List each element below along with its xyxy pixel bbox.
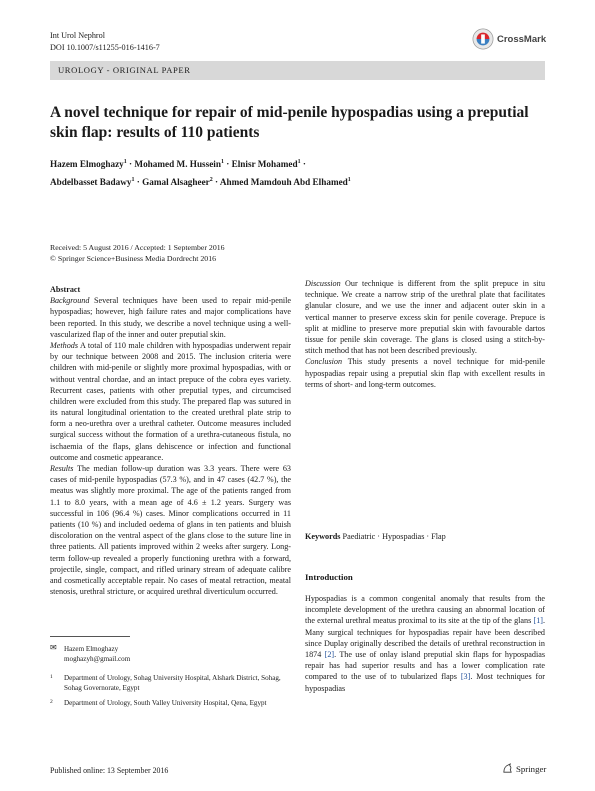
keywords <box>305 532 446 541</box>
citation-link[interactable]: [1] <box>533 616 543 626</box>
introduction-text: Hypospadias is a common congenital anomaly that results from the incomplete development of the urethra causing an abnormal location of the external urethral meatus proximal to its site at the tip of the glans [1]. Many surgical techniques for hypospadias repair have been described since Duplay originally described the details of urethral reconstruction in 1874 [2]. The use of onlay island preputial skin flaps for hypospadias repair has had superior results and has a lower complication rate compared to the use of to tubularized flaps [3]. Most techniques for hypospadias <box>305 594 546 693</box>
crossmark-badge[interactable] <box>472 25 552 53</box>
author[interactable]: Ahmed Mamdouh Abd Elhamed <box>219 176 348 187</box>
publisher-name: Springer <box>516 763 547 774</box>
introduction-heading: Introduction <box>305 572 353 582</box>
author[interactable]: Elnisr Mohamed <box>231 159 298 170</box>
corresponding-author <box>50 645 290 664</box>
citation-link[interactable]: [3] <box>460 672 471 682</box>
footnote-divider <box>50 636 130 637</box>
abstract-results: Results The median follow-up duration was 3.3 years. There were 63 cases of mid-penile hypospadias (57.3 %), and in 47 cases (42.7 %), the meatus was slightly more proximal. The age of the patients ranged from 1.1 to 8.0 years, with a mean age of 4.6 ± 1.2 years. Surgery was successful in 106 (96.4 %) cases. Minor complications occurred in 11 patients (10 %) and included oedema of glans in ten patients and bluish discoloration on the ventral aspect of the glans close to the suture line in three patients. All patients improved within 2 weeks after surgery. Long-term follow-up revealed a properly functioning urethra with a forward, projectile, single, compact, and rifled urinary stream of adequate calibre and cosmetically acceptable repair. No cases of meatal retraction, meatal stenosis, urethral stricture, or acquired urethral diverticulum occurred. <box>50 464 291 597</box>
author[interactable]: Hazem Elmoghazy <box>50 159 124 170</box>
corresponding-email[interactable]: moghazyh@gmail.com <box>64 654 131 663</box>
abstract-methods: Methods A total of 110 male children with hypospadias underwent repair by our technique between 2008 and 2015. The inclusion criteria were children with mid-penile or slightly more proximal hypospadias, with or without ventral chordae, and an intact prepuce of the cobra eyes variety. Recurrent cases, patients with other preputial types, and circumcised children were excluded from this study. The prepared flap was sutured in its natural longitudinal orientation to the created urethral plate strip to form a neo-urethra over a urethral catheter. Outcome measures included surgical success without the formation of a urethra-cutaneous fistula, no ischaemia of the flaps, glans dehiscence or infection and functional outcome and cosmetic appearance. <box>50 340 291 462</box>
springer-horse-icon <box>502 763 513 774</box>
author-list <box>50 155 545 190</box>
journal-header <box>50 30 160 54</box>
doi[interactable]: DOI 10.1007/s11255-016-1416-7 <box>50 43 160 52</box>
copyright: © Springer Science+Business Media Dordrecht 2016 <box>50 253 217 263</box>
author[interactable]: Gamal Alsagheer <box>142 176 210 187</box>
keywords-value: Paediatric · Hypospadias · Flap <box>342 532 446 541</box>
keywords-label: Keywords <box>305 532 341 541</box>
abstract-discussion: Discussion Our technique is different from the split prepuce in situ technique. We create a narrow strip of the urethral plate that facilitates glanular closure, and we use the inner and adjacent outer skin in a vertical manner to preserve excess skin for penile coverage. Prepuce is split at midline to preserve more preputial skin with favourable dartos tissue for penile skin coverage. The glans is closed using a stitch-by-stitch method that has not been described previously. <box>305 279 546 356</box>
crossmark-label: CrossMark <box>497 33 547 45</box>
author[interactable]: Mohamed M. Hussein <box>134 159 221 170</box>
article-dates <box>50 243 225 264</box>
abstract-heading: Abstract <box>50 285 81 294</box>
publisher-logo <box>502 763 546 774</box>
author-line-2: Abdelbasset Badawy$^1$ · Gamal Alsagheer$^2$ · Ahmed Mamdouh Abd Elhamed$^1$ <box>50 176 351 187</box>
article-title: A novel technique for repair of mid-penile hypospadias using a preputial skin flap: results of 110 patients <box>50 104 529 141</box>
article-type-banner: UROLOGY - ORIGINAL PAPER <box>50 61 545 80</box>
author-line-1: Hazem Elmoghazy$^1$ · Mohamed M. Hussein$^1$ · Elnisr Mohamed$^1$ · <box>50 159 306 170</box>
abstract-background: Background Several techniques have been used to repair mid-penile hypospadias; however, high failure rates and major complications have been reported. In this study, we describe a novel technique using a well-vascularized flap of the inner and outer preputial skin. <box>50 296 292 339</box>
crossmark-icon <box>472 28 494 50</box>
citation-link[interactable]: [2] <box>324 649 335 659</box>
received-accepted: Received: 5 August 2016 / Accepted: 1 September 2016 <box>50 243 225 252</box>
affiliation-1: 1 Department of Urology, Sohag University Hospital, Alshark District, Sohag, Sohag Governorate, Egypt <box>50 674 281 692</box>
affiliation-2: 2 Department of Urology, South Valley University Hospital, Qena, Egypt <box>50 699 267 707</box>
abstract-right-column <box>305 278 545 390</box>
journal-name: Int Urol Nephrol <box>50 31 106 40</box>
author[interactable]: Abdelbasset Badawy <box>50 176 132 187</box>
abstract-left-column <box>50 284 291 597</box>
abstract-conclusion: Conclusion This study presents a novel technique for mid-penile hypospadias repair using a preputial skin flap with excellent results in terms of short- and long-term outcomes. <box>305 357 545 389</box>
corresponding-name: Hazem Elmoghazy <box>64 645 119 653</box>
envelope-icon: ✉ <box>50 643 57 652</box>
published-online: Published online: 13 September 2016 <box>50 766 169 775</box>
